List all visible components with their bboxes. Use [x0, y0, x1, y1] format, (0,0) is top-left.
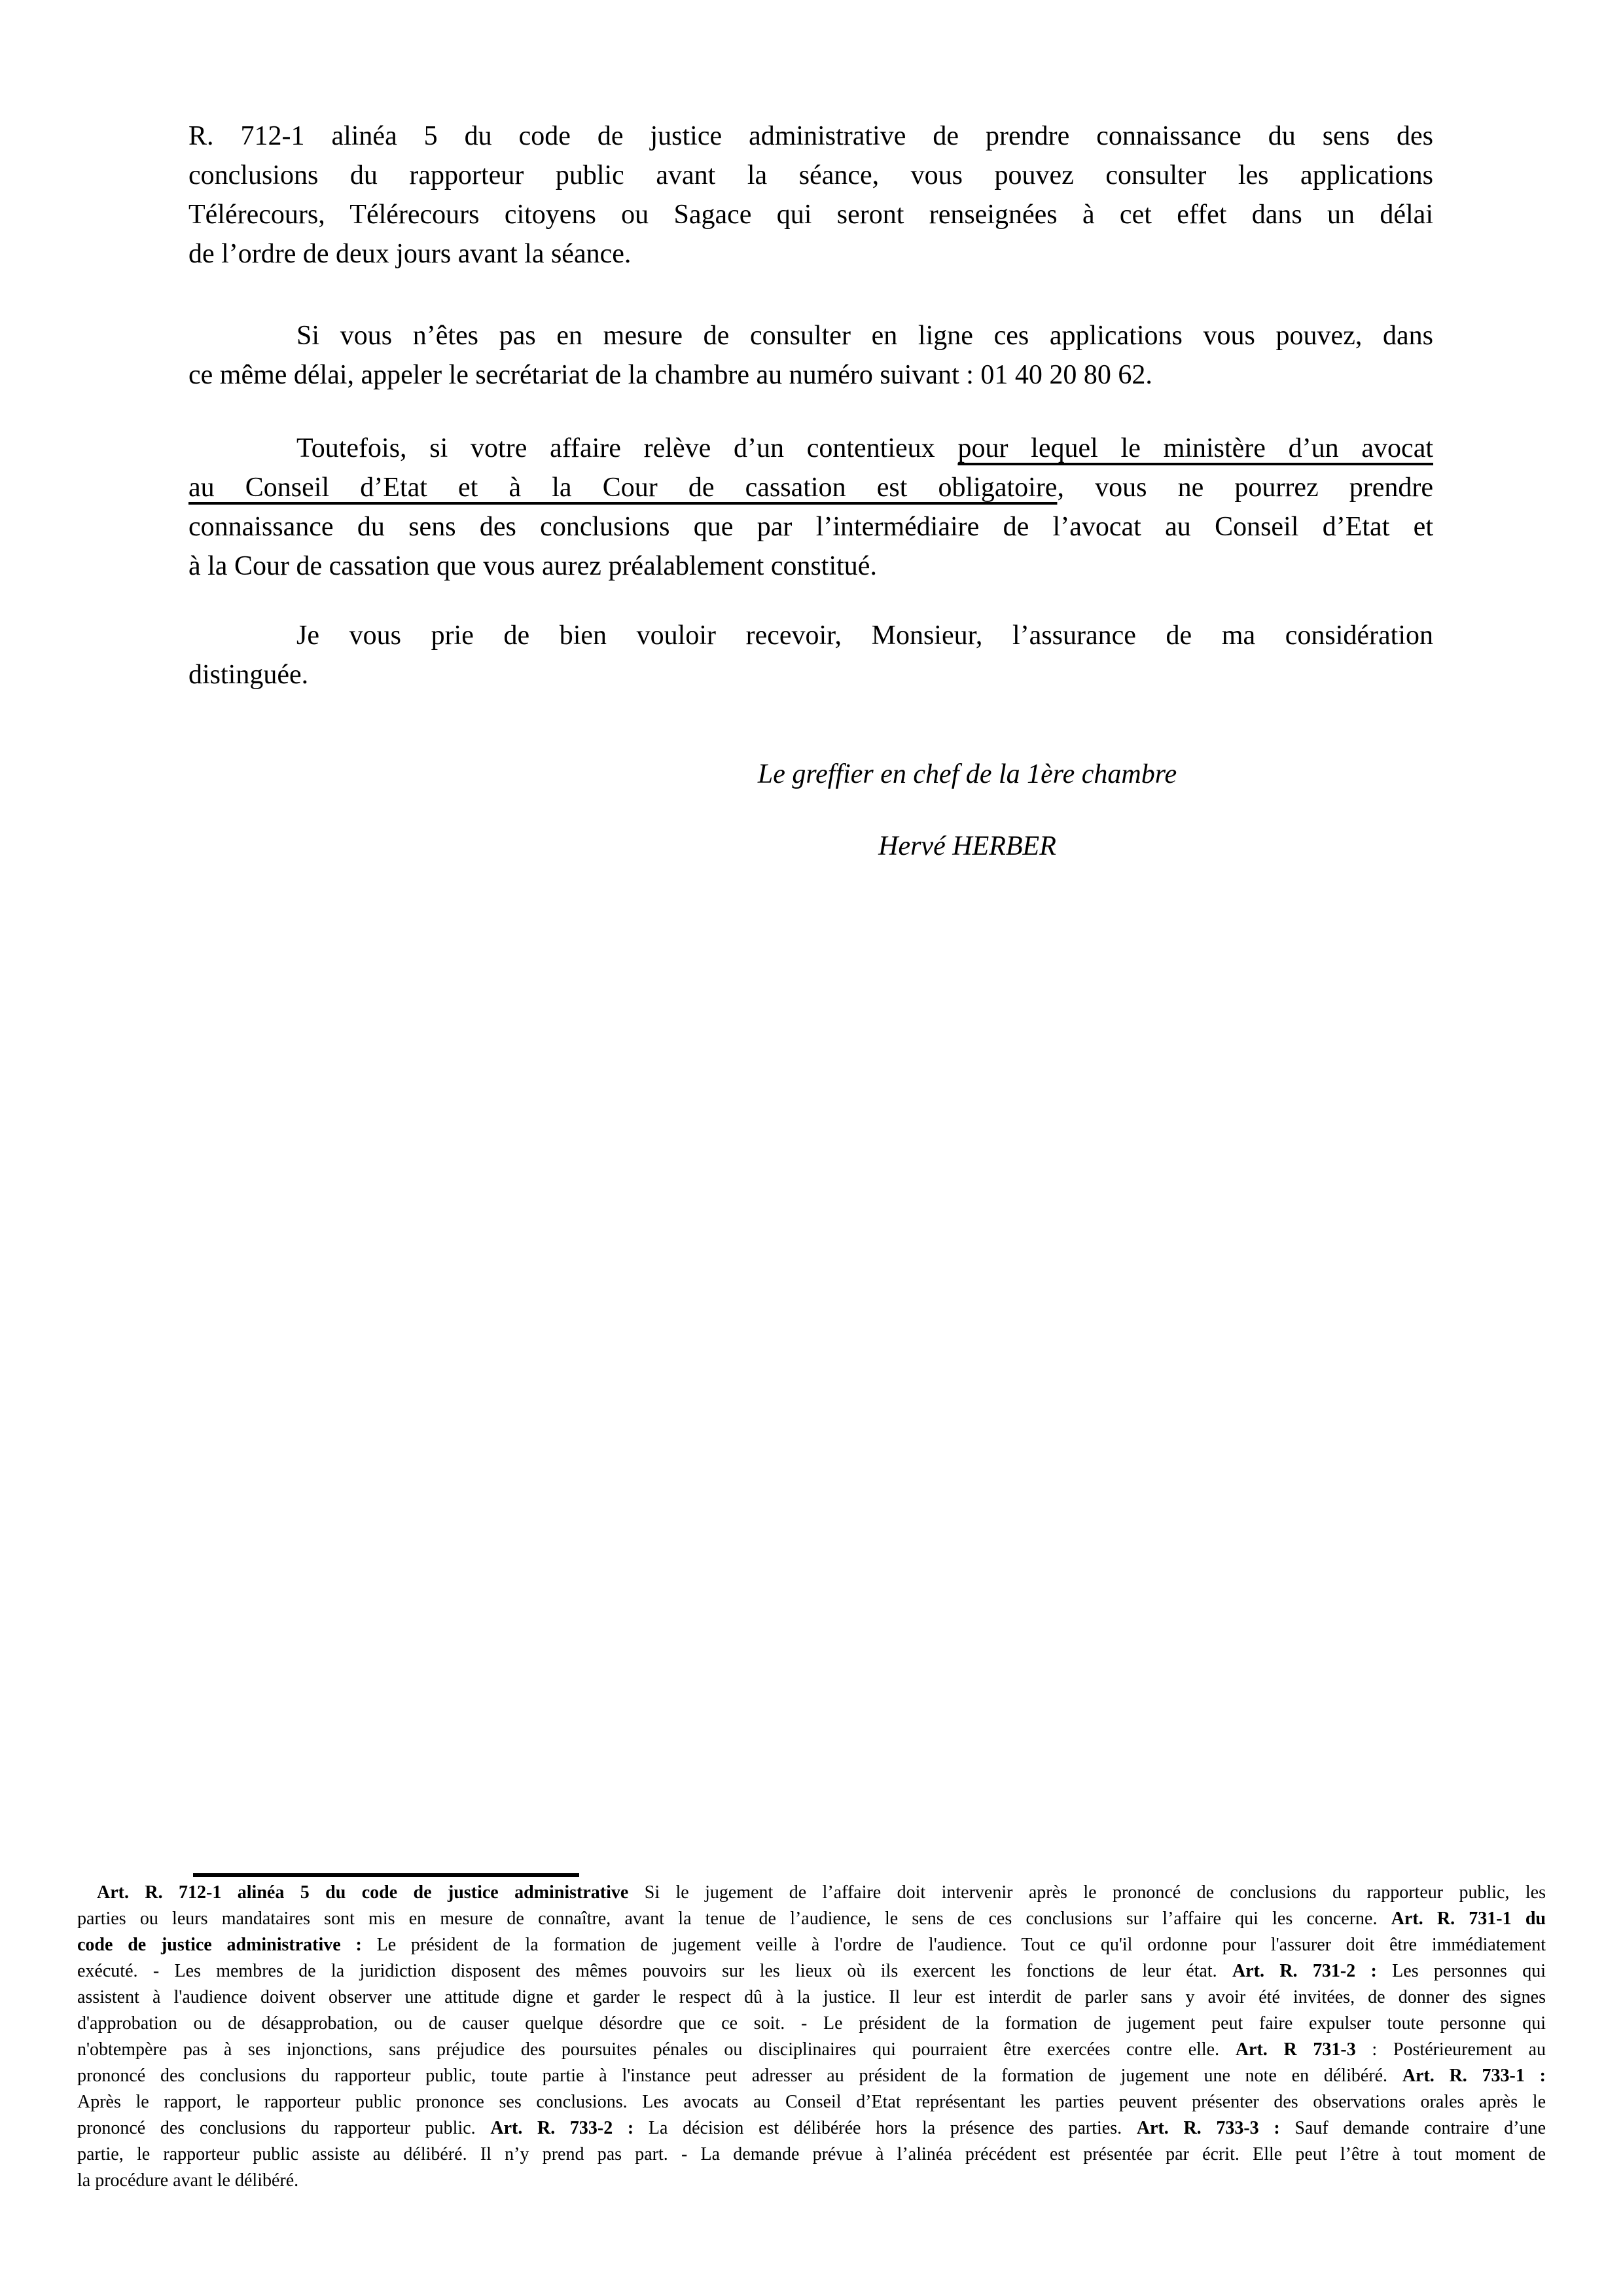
text-run: La décision est délibérée hors la présence des parties. — [633, 2118, 1137, 2138]
text-run: Art. R 731-3 — [1235, 2039, 1356, 2060]
letter-content — [188, 117, 1433, 866]
footnote-line — [77, 2115, 1546, 2142]
body-line — [188, 507, 1433, 547]
body-line — [188, 316, 1433, 355]
text-run: , vous ne pourrez prendre — [1057, 473, 1434, 503]
text-run: de l’ordre de deux jours avant la séance. — [188, 239, 632, 269]
text-run: assistent à l'audience doivent observer une attitude digne et garder le respect dû à la justice. Il leur est interdit de parler sans y avoir été invitées, de donner des signes — [77, 1987, 1546, 2007]
text-run: prononcé des conclusions du rapporteur public, toute partie à l'instance peut adresser au président de la formation de jugement une note en délibéré. — [77, 2066, 1402, 2086]
text-run: connaissance du sens des conclusions que par l’intermédiaire de l’avocat au Conseil d’Etat et — [188, 512, 1433, 542]
text-run: Après le rapport, le rapporteur public prononce ses conclusions. Les avocats au Conseil d’Etat représentant les parties peuvent présenter des observations orales après le — [77, 2092, 1546, 2112]
text-run: parties ou leurs mandataires sont mis en mesure de connaître, avant la tenue de l’audience, le sens de ces conclusions sur l’affaire qui les concerne. — [77, 1909, 1391, 1929]
paragraph-1 — [188, 117, 1433, 274]
text-run: Art. R. 733-2 : — [490, 2118, 634, 2138]
footnote-line — [77, 2011, 1546, 2037]
body-line — [188, 547, 1433, 586]
body-line — [188, 468, 1433, 507]
text-run: pour lequel le ministère d’un avocat — [957, 433, 1434, 463]
signature-title: Le greffier en chef de la 1ère chambre — [757, 759, 1177, 789]
body-line — [188, 234, 1433, 274]
footnote-line — [77, 1958, 1546, 1984]
text-run: au Conseil d’Etat et à la Cour de cassation est obligatoire — [188, 473, 1058, 503]
text-run: : Postérieurement au — [1355, 2039, 1546, 2060]
body-line — [188, 616, 1433, 655]
text-run: Le président de la formation de jugement veille à l'ordre de l'audience. Tout ce qu'il ordonne pour l'assurer doit être immédiatement — [361, 1935, 1546, 1955]
text-run: code de justice administrative : — [77, 1935, 362, 1955]
text-run: Toutefois, si votre affaire relève d’un contentieux — [296, 433, 958, 463]
paragraph-4 — [188, 616, 1433, 694]
text-run: Art. R. 731-2 : — [1232, 1961, 1377, 1981]
body-line — [188, 195, 1433, 234]
text-run: ce même délai, appeler le secrétariat de la chambre au numéro suivant : 01 40 20 80 62. — [188, 360, 1152, 390]
text-run: conclusions du rapporteur public avant la séance, vous pouvez consulter les applications — [188, 160, 1433, 190]
footnote-line — [77, 2089, 1546, 2115]
text-run: Si le jugement de l’affaire doit intervenir après le prononcé de conclusions du rapporteur public, les — [628, 1882, 1546, 1903]
footnote-line — [77, 1880, 1546, 1906]
text-run: Si vous n’êtes pas en mesure de consulter en ligne ces applications vous pouvez, dans — [296, 321, 1433, 351]
footnote-line — [77, 2168, 1546, 2194]
text-run: Art. R. 712-1 alinéa 5 du code de justice administrative — [97, 1882, 629, 1903]
text-run: Art. R. 731-1 du — [1391, 1909, 1546, 1929]
text-run: n'obtempère pas à ses injonctions, sans préjudice des poursuites pénales ou disciplinaires qui pourraient être exercées contre elle. — [77, 2039, 1236, 2060]
signature-name: Hervé HERBER — [878, 831, 1056, 861]
footnote-line — [77, 1932, 1546, 1958]
paragraph-2 — [188, 316, 1433, 395]
body-line — [188, 655, 1433, 694]
text-run: Sauf demande contraire d’une — [1279, 2118, 1546, 2138]
footnote-separator — [193, 1873, 579, 1877]
text-run: Art. R. 733-1 : — [1402, 2066, 1546, 2086]
text-run: Je vous prie de bien vouloir recevoir, Monsieur, l’assurance de ma considération — [296, 620, 1433, 651]
body-line — [188, 156, 1433, 195]
footnote-line — [77, 2037, 1546, 2063]
text-run: exécuté. - Les membres de la juridiction disposent des mêmes pouvoirs sur les lieux où ils exercent les fonctions de leur état. — [77, 1961, 1233, 1981]
text-run: R. 712-1 alinéa 5 du code de justice administrative de prendre connaissance du sens des — [188, 121, 1433, 151]
text-run: Télérecours, Télérecours citoyens ou Sagace qui seront renseignées à cet effet dans un délai — [188, 200, 1433, 230]
text-run: partie, le rapporteur public assiste au délibéré. Il n’y prend pas part. - La demande prévue à l’alinéa précédent est présentée par écrit. Elle peut l’être à tout moment de — [77, 2144, 1546, 2164]
footnote-line — [77, 2142, 1546, 2168]
body-line — [188, 355, 1433, 395]
footnote-line — [77, 1984, 1546, 2011]
text-run: d'approbation ou de désapprobation, ou de causer quelque désordre que ce soit. - Le président de la formation de jugement peut faire expulser toute personne qui — [77, 2013, 1546, 2034]
text-run: distinguée. — [188, 660, 309, 690]
body-line — [188, 117, 1433, 156]
text-run: à la Cour de cassation que vous aurez préalablement constitué. — [188, 551, 877, 581]
footnote-line — [77, 2063, 1546, 2089]
letter-body — [188, 117, 1433, 694]
text-run: Les personnes qui — [1376, 1961, 1546, 1981]
body-line — [188, 429, 1433, 468]
footnote-line — [77, 1906, 1546, 1932]
paragraph-3 — [188, 429, 1433, 586]
text-run: la procédure avant le délibéré. — [77, 2170, 299, 2191]
text-run: prononcé des conclusions du rapporteur public. — [77, 2118, 491, 2138]
footnote-text — [77, 1880, 1546, 2194]
text-run: Art. R. 733-3 : — [1136, 2118, 1280, 2138]
signature-block — [501, 755, 1433, 866]
